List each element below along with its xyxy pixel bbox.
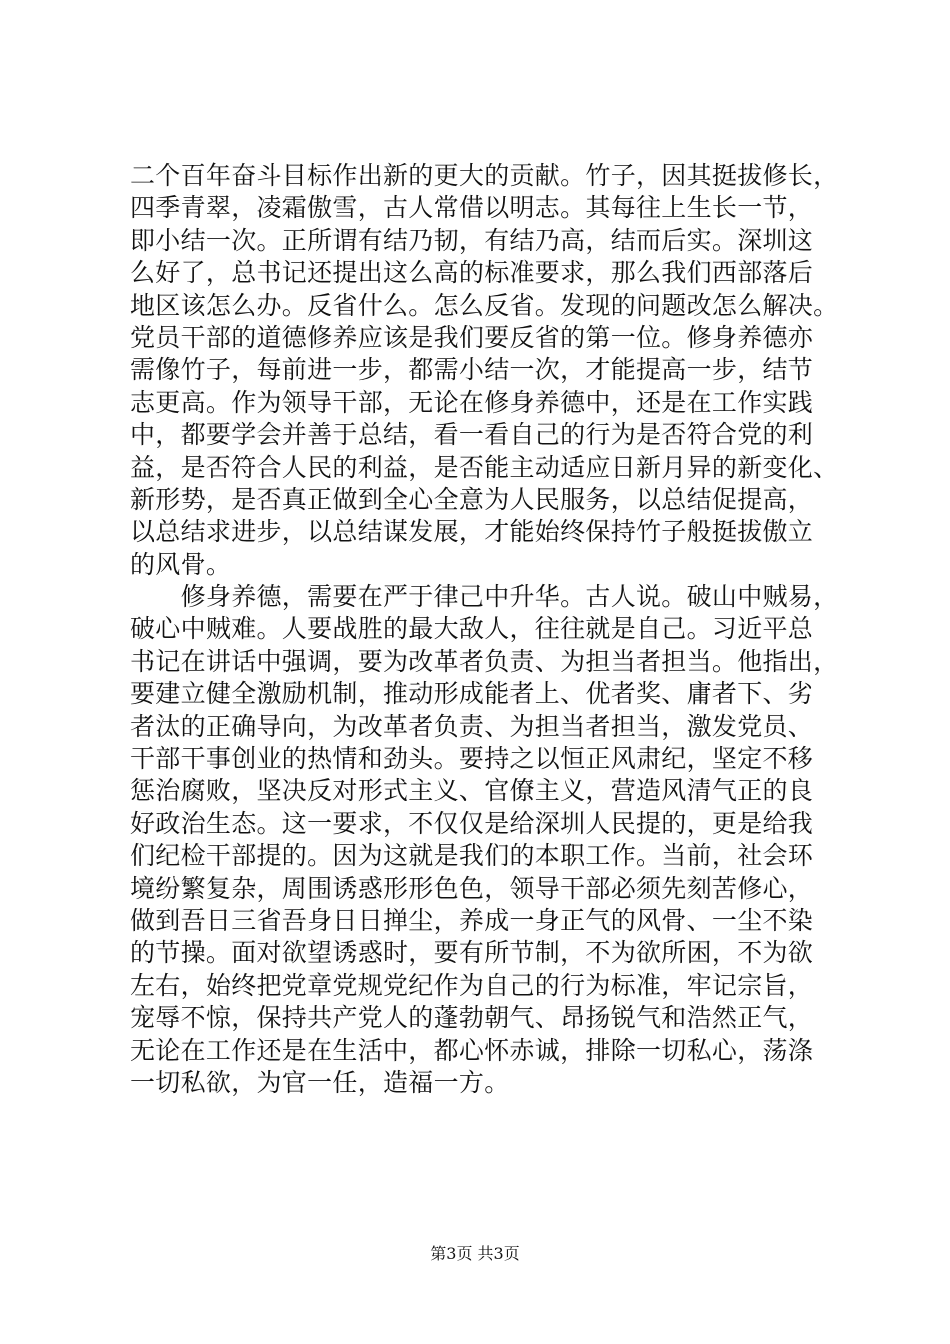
text-line: 新形势，是否真正做到全心全意为人民服务，以总结促提高， (130, 484, 814, 514)
text-line: 二个百年奋斗目标作出新的更大的贡献。竹子，因其挺拔修长， (130, 161, 839, 190)
text-line: 以总结求进步，以总结谋发展，才能始终保持竹子般挺拔傲立 (130, 517, 814, 547)
text-line: 干部干事创业的热情和劲头。要持之以恒正风肃纪，坚定不移 (130, 744, 814, 774)
paragraph-start-line: 修身养德，需要在严于律己中升华。古人说。破山中贼易， (130, 582, 839, 612)
text-line: 无论在工作还是在生活中，都心怀赤诚，排除一切私心，荡涤 (130, 1035, 814, 1065)
document-body (130, 160, 839, 1099)
text-line: 益，是否符合人民的利益，是否能主动适应日新月异的新变化、 (130, 452, 839, 482)
text-line: 们纪检干部提的。因为这就是我们的本职工作。当前，社会环 (130, 841, 814, 871)
text-line: 地区该怎么办。反省什么。怎么反省。发现的问题改怎么解决。 (130, 290, 839, 320)
text-line: 左右，始终把党章党规党纪作为自己的行为标准，牢记宗旨， (130, 970, 814, 1000)
text-line: 中，都要学会并善于总结，看一看自己的行为是否符合党的利 (130, 420, 814, 450)
text-line: 要建立健全激励机制，推动形成能者上、优者奖、庸者下、劣 (130, 679, 814, 709)
text-line: 好政治生态。这一要求，不仅仅是给深圳人民提的，更是给我 (130, 808, 814, 838)
text-line: 么好了，总书记还提出这么高的标准要求，那么我们西部落后 (130, 258, 814, 288)
text-line: 即小结一次。正所谓有结乃韧，有结乃高，结而后实。深圳这 (130, 225, 814, 255)
text-line: 境纷繁复杂，周围诱惑形形色色，领导干部必须先刻苦修心， (130, 873, 814, 903)
text-line: 一切私欲，为官一任，造福一方。 (130, 1067, 510, 1097)
text-line: 四季青翠，凌霜傲雪，古人常借以明志。其每往上生长一节， (130, 193, 814, 223)
text-line: 做到吾日三省吾身日日掸尘，养成一身正气的风骨、一尘不染 (130, 905, 814, 935)
text-line: 的节操。面对欲望诱惑时，要有所节制，不为欲所困，不为欲 (130, 938, 814, 968)
page-number-footer: 第3页 共3页 (430, 1244, 520, 1263)
text-line: 惩治腐败，坚决反对形式主义、官僚主义，营造风清气正的良 (130, 776, 814, 806)
text-line: 者汰的正确导向，为改革者负责、为担当者担当，激发党员、 (130, 711, 814, 741)
text-line: 的风骨。 (130, 549, 232, 579)
text-line: 需像竹子，每前进一步，都需小结一次，才能提高一步，结节 (130, 355, 814, 385)
text-line: 党员干部的道德修养应该是我们要反省的第一位。修身养德亦 (130, 322, 814, 352)
text-line: 书记在讲话中强调，要为改革者负责、为担当者担当。他指出， (130, 646, 839, 676)
text-line: 志更高。作为领导干部，无论在修身养德中，还是在工作实践 (130, 387, 814, 417)
text-line: 破心中贼难。人要战胜的最大敌人，往往就是自己。习近平总 (130, 614, 814, 644)
text-line: 宠辱不惊，保持共产党人的蓬勃朝气、昂扬锐气和浩然正气， (130, 1003, 814, 1033)
